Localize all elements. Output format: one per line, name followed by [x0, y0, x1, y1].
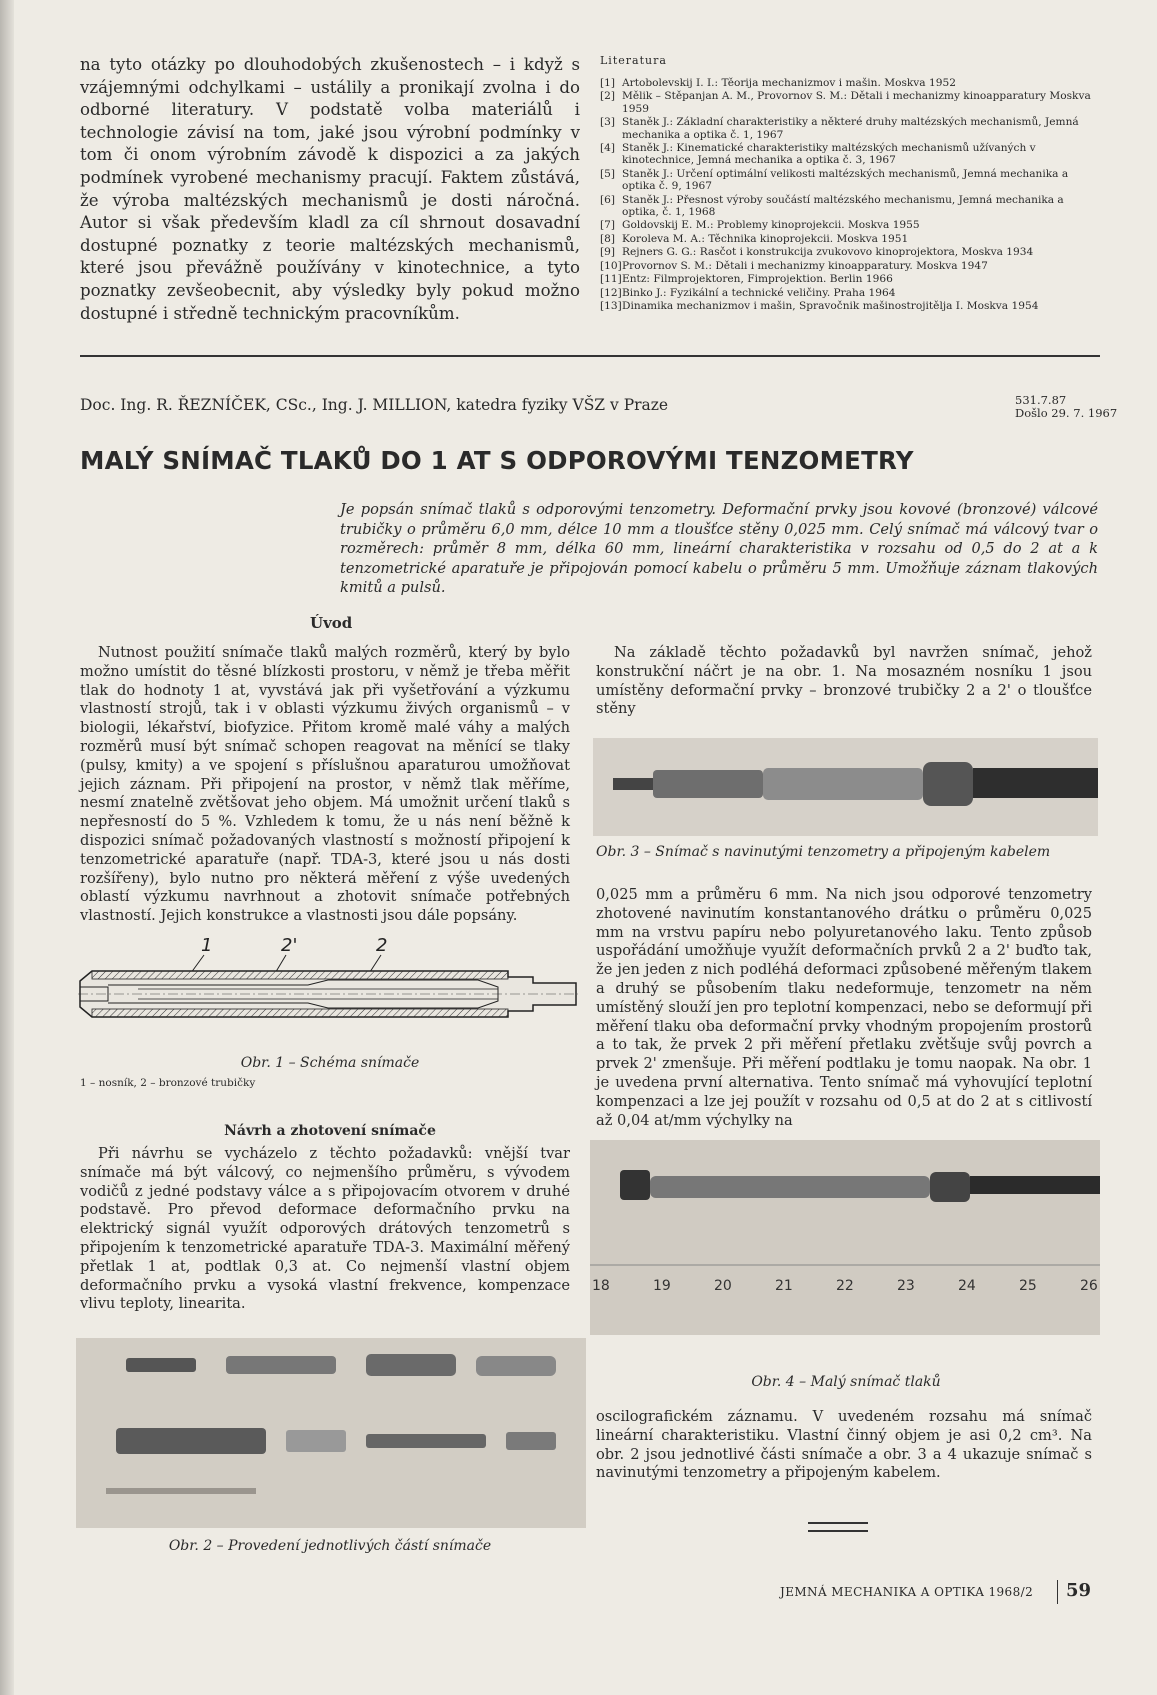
- tensometer-paragraph: 0,025 mm a průměru 6 mm. Na nich jsou odporové tenzometry zhotovené navinutím konstantanového drátku o průměru 0,025 mm na vrstvu papíru nebo polyuretanového laku. Tento způsob uspořádání umožňuje využít deformačních prvků 2 a 2' buďto tak, že jen jeden z nich podléhá deformaci způsobené měřeným tlakem a druhý se působením tlaku nedeformuje, tenzometr na něm umístěný slouží jen pro teplotní kompenzaci, nebo se deformují při měření tlaku oba deformační prvky vhodným propojením prostorů a to tak, že prvek 2 při měření přetlaku zvětšuje svůj povrch a prvek 2' zmenšuje. Při měření podtlaku je tomu naopak. Na obr. 1 je uvedena první alternativa. Tento snímač má vyhovující teplotní kompenzaci a lze jej použít v rozsahu od 0,5 at do 2 at s citlivostí až 0,04 at/mm výchylky na: [596, 886, 1092, 1129]
- article-end-mark: [808, 1522, 868, 1534]
- introduction-text: [80, 644, 570, 926]
- article-title: MALÝ SNÍMAČ TLAKŮ DO 1 AT S ODPOROVÝMI TENZOMETRY: [80, 446, 914, 475]
- figure-1-legend: 1 – nosník, 2 – bronzové trubičky: [80, 1077, 256, 1089]
- literature-item-text: Artobolevskij I. I.: Těorija mechanizmov i mašin. Moskva 1952: [622, 77, 956, 89]
- ruler-tick-label: 24: [958, 1278, 976, 1294]
- literature-item-number: [9]: [600, 246, 616, 259]
- fig1-label-1: 1: [201, 935, 213, 956]
- ruler-tick-label: 25: [1019, 1278, 1037, 1294]
- literature-item-text: Koroleva M. A.: Těchnika kinoprojekcii. Moskva 1951: [622, 232, 909, 245]
- literature-item: [600, 219, 1100, 231]
- figure-2-parts-image: [76, 1338, 586, 1528]
- figure-4-sensor-image: [590, 1140, 1100, 1335]
- literature-item-text: Mělik – Stěpanjan A. M., Provornov S. M.: Dětali i mechanizmy kinoapparatury Moskva 1959: [622, 90, 1091, 115]
- heading-introduction: Úvod: [310, 614, 353, 632]
- literature-item-number: [4]: [600, 142, 616, 155]
- literature-item: [600, 194, 1100, 219]
- udc-code: 531.7.87: [1015, 393, 1067, 407]
- literature-section: [600, 54, 1100, 313]
- literature-item-text: Staněk J.: Základní charakteristiky a některé druhy maltézských mechanismů, Jemná mechanika a optika č. 1, 1967: [622, 116, 1079, 141]
- page-binding-shadow: [0, 0, 14, 1695]
- literature-item-text: Entz: Filmprojektoren, Fimprojektion. Berlin 1966: [622, 273, 893, 286]
- section-divider: [80, 355, 1100, 357]
- literature-item-text: Staněk J.: Přesnost výroby součástí maltézského mechanismu, Jemná mechanika a optika, č. 1, 1968: [622, 193, 1064, 219]
- introduction-paragraph: Nutnost použití snímače tlaků malých rozměrů, který by bylo možno umístit do těsné blízkosti prostoru, v němž je třeba měřit tlak do hodnoty 1 at, vyvstává jak při vyšetřování a výzkumu vlastností strojů, tak i v oblasti výzkumu živých organismů – v biologii, lékařství, biofyzice. Přitom kromě malé váhy a malých rozměrů musí být snímač schopen reagovat na měnící se tlaky (pulsy, kmity) a ve spojení s příslušnou aparaturou umožňovat jejich záznam. Při připojení na prostor, v němž tlak měříme, nesmí znatelně zvětšovat jeho objem. Má umožnit určení tlaků s nepřesností do 5 %. Vzhledem k tomu, že u nás není běžně k dispozici snímač požadovaných vlastností s možností připojení k tenzometrické aparatuře (např. TDA-3, které jsou u nás dosti rozšířeny), bylo nutno pro některá měření z výše uvedených oblastí výzkumu navrhnout a zhotovit snímače potřebných vlastností. Jejich konstrukce a vlastnosti jsou dále popsány.: [80, 644, 570, 925]
- ruler-tick-label: 26: [1080, 1278, 1098, 1294]
- figure-1-schematic: [78, 935, 578, 1025]
- literature-item-text: Rejners G. G.: Rasčot i konstrukcija zvukovovo kinoprojektora, Moskva 1934: [622, 246, 1034, 259]
- literature-item-number: [13]: [600, 299, 622, 312]
- design-paragraph: Při návrhu se vycházelo z těchto požadavků: vnější tvar snímače má být válcový, co nejmenšího průměru, s vývodem vodičů z jedné podstavy válce a s připojovacím otvorem v druhé podstavě. Pro převod deformace deformačního prvku na elektrický signál využít odporových drátových tenzometrů s připojením k tenzometrické aparatuře TDA-3. Maximální měřený přetlak 1 at, podtlak 0,3 at. Co nejmenší vlastní objem deformačního prvku a vysoká vlastní frekvence, kompenzace vlivu teploty, linearita.: [80, 1145, 570, 1313]
- literature-item: [600, 233, 1100, 245]
- figure-4-caption: Obr. 4 – Malý snímač tlaků: [751, 1374, 941, 1390]
- article-reference: [1015, 394, 1117, 420]
- literature-item-number: [8]: [600, 232, 616, 245]
- literature-item: [600, 168, 1100, 193]
- heading-design: Návrh a zhotovení snímače: [224, 1123, 436, 1139]
- figure-3-photo: [593, 738, 1098, 836]
- literature-item: [600, 287, 1100, 299]
- figure-4-ruler-scale: [592, 1278, 1098, 1294]
- fig1-label-2: 2: [376, 935, 388, 956]
- literature-item-number: [6]: [600, 193, 616, 206]
- ruler-tick-label: 23: [897, 1278, 915, 1294]
- literature-item-number: [2]: [600, 90, 616, 103]
- literature-item: [600, 142, 1100, 167]
- literature-item-text: Binko J.: Fyzikální a technické veličiny. Praha 1964: [622, 286, 896, 299]
- construction-paragraph: Na základě těchto požadavků byl navržen snímač, jehož konstrukční náčrt je na obr. 1. Na mosazném nosníku 1 jsou umístěny deformační prvky – bronzové trubičky 2 a 2' o tloušťce stěny: [596, 644, 1092, 718]
- literature-item-text: Dinamika mechanizmov i mašin, Spravočnik mašinostrojitělja I. Moskva 1954: [622, 299, 1039, 312]
- literature-item-text: Staněk J.: Určení optimální velikosti maltézských mechanismů, Jemná mechanika a optika č. 9, 1967: [622, 167, 1069, 193]
- figure-2-caption: Obr. 2 – Provedení jednotlivých částí snímače: [168, 1538, 492, 1554]
- literature-item: [600, 273, 1100, 285]
- literature-item: [600, 300, 1100, 312]
- literature-item: [600, 116, 1100, 141]
- ruler-tick-label: 20: [714, 1278, 732, 1294]
- literature-item-number: [7]: [600, 219, 616, 232]
- literature-item: [600, 246, 1100, 258]
- fig1-label-2prime: 2': [281, 935, 298, 956]
- figure-3-sensor-image: [593, 738, 1098, 836]
- continued-paragraph: na tyto otázky po dlouhodobých zkušenostech – i když s vzájemnými odchylkami – ustálily a pronikají zvolna i do odborné literatury. V podstatě volba materiálů i technologie závisí na tom, jaké jsou výrobní podmínky v tom či onom výrobním závodě k dispozici a za jakých podmínek vyrobené mechanismy pracují. Faktem zůstává, že výroba maltézských mechanismů je dosti náročná. Autor si však především kladl za cíl shrnout dosavadní dostupné poznatky z teorie maltézských mechanismů, které jsou převážně používány v kinotechnice, a tyto poznatky zevšeobecnit, aby výsledky byly pokud možno dostupné i středně technickým pracovníkům.: [80, 55, 580, 323]
- ruler-tick-label: 21: [775, 1278, 793, 1294]
- literature-list: [600, 77, 1100, 312]
- literature-item: [600, 90, 1100, 115]
- literature-heading: Literatura: [600, 54, 667, 67]
- ruler-tick-label: 19: [653, 1278, 671, 1294]
- ruler-tick-label: 22: [836, 1278, 854, 1294]
- literature-item: [600, 260, 1100, 272]
- article-abstract: Je popsán snímač tlaků s odporovými tenzometry. Deformační prvky jsou kovové (bronzové) válcové trubičky o průměru 6,0 mm, délce 10 mm a tloušťce stěny 0,025 mm. Celý snímač má válcový tvar o rozměrech: průměr 8 mm, délka 60 mm, lineární charakteristika v rozsahu od 0,5 do 2 at a k tenzometrické aparatuře je připojován pomocí kabelu o průměru 5 mm. Umožňuje záznam tlakových kmitů a pulsů.: [340, 501, 1098, 596]
- literature-item: [600, 77, 1100, 89]
- figure-4-photo: [590, 1140, 1100, 1335]
- literature-item-text: Provornov S. M.: Dětali i mechanizmy kinoapparatury. Moskva 1947: [622, 259, 988, 272]
- figure-3-caption: Obr. 3 – Snímač s navinutými tenzometry a připojeným kabelem: [596, 844, 1051, 860]
- article-authors: Doc. Ing. R. ŘEZNÍČEK, CSc., Ing. J. MILLION, katedra fyziky VŠZ v Praze: [80, 396, 669, 414]
- literature-item-number: [5]: [600, 167, 616, 180]
- literature-item-number: [10]: [600, 259, 622, 272]
- footer-separator: [1057, 1580, 1058, 1604]
- summary-paragraph: oscilografickém záznamu. V uvedeném rozsahu má snímač lineární charakteristiku. Vlastní činný objem je asi 0,2 cm³. Na obr. 2 jsou jednotlivé části snímače a obr. 3 a 4 ukazuje snímač s navinutými tenzometry a připojeným kabelem.: [596, 1408, 1092, 1482]
- footer-journal: JEMNÁ MECHANIKA A OPTIKA 1968/2: [780, 1585, 1034, 1599]
- literature-item-number: [3]: [600, 116, 616, 129]
- literature-item-number: [11]: [600, 273, 622, 286]
- figure-2-photo: [76, 1338, 586, 1528]
- figure-1-caption: Obr. 1 – Schéma snímače: [240, 1055, 420, 1071]
- page-number: 59: [1066, 1580, 1092, 1601]
- literature-item-number: [12]: [600, 286, 622, 299]
- ruler-tick-label: 18: [592, 1278, 610, 1294]
- received-date: Došlo 29. 7. 1967: [1015, 406, 1118, 420]
- literature-item-text: Staněk J.: Kinematické charakteristiky maltézských mechanismů užívaných v kinotechnice, Jemná mechanika a optika č. 3, 1967: [622, 142, 1036, 167]
- literature-item-number: [1]: [600, 77, 616, 89]
- literature-item-text: Goldovskij E. M.: Problemy kinoprojekcii. Moskva 1955: [622, 219, 920, 232]
